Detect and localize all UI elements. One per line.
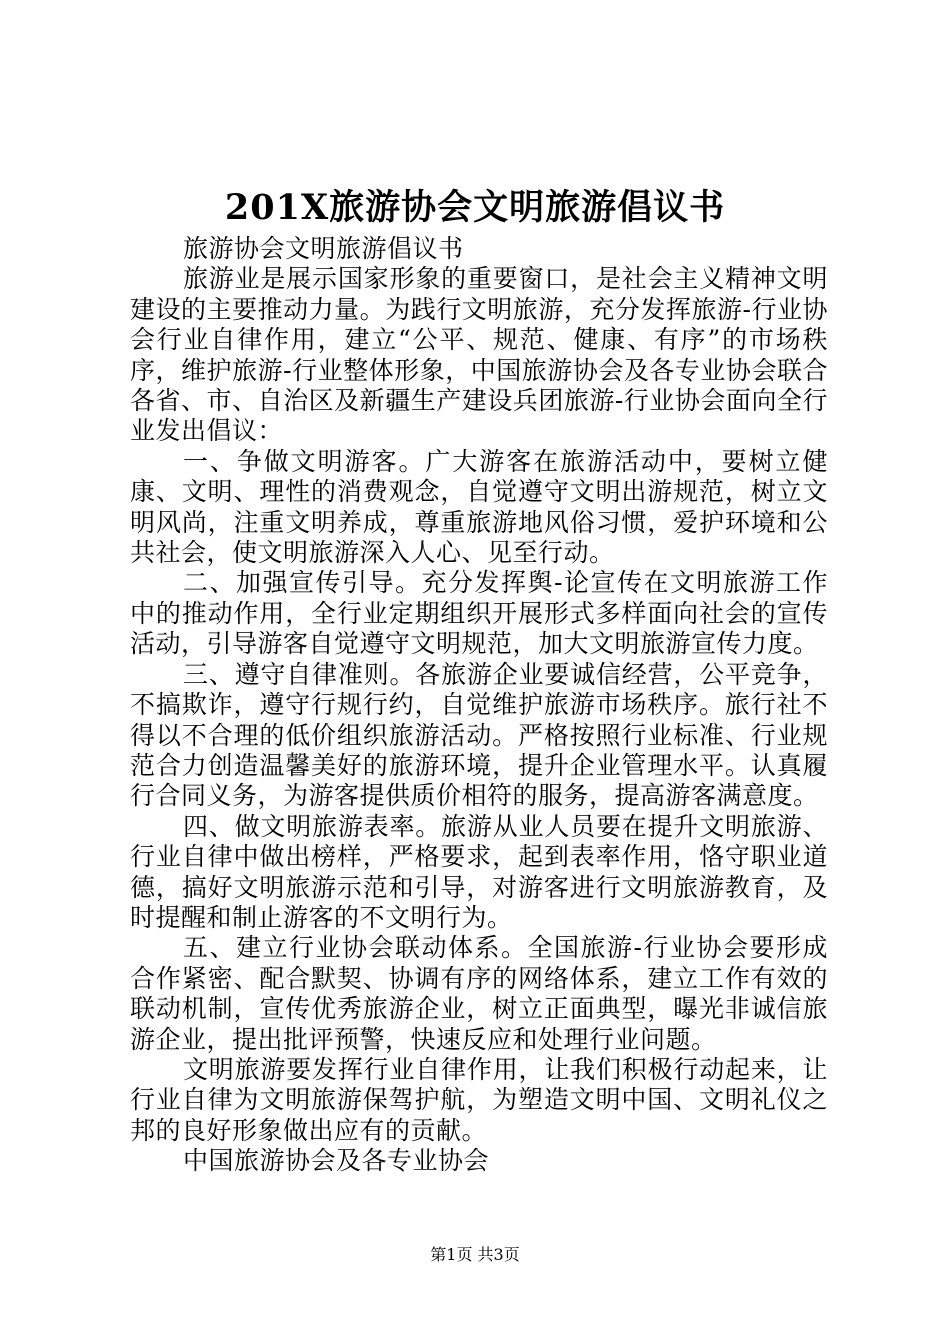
document-title: 201X旅游协会文明旅游倡议书 [224, 187, 726, 228]
paragraph-item-5: 五、建立行业协会联动体系。全国旅游-行业协会要形成合作紧密、配合默契、协调有序的网络体系，建立工作有效的联动机制，宣传优秀旅游企业，树立正面典型，曝光非诚信旅游企业，提出批评预警，快速反应和处理行业问题。 [130, 933, 828, 1054]
paragraph-item-1: 一、争做文明游客。广大游客在旅游活动中，要树立健康、文明、理性的消费观念，自觉遵守文明出游规范，树立文明风尚，注重文明养成，尊重旅游地风俗习惯，爱护环境和公共社会，使文明旅游深入人心、见至行动。 [130, 446, 828, 568]
paragraph-item-4: 四、做文明旅游表率。旅游从业人员要在提升文明旅游、行业自律中做出榜样，严格要求，起到表率作用，恪守职业道德，搞好文明旅游示范和引导，对游客进行文明旅游教育，及时提醒和制止游客的不文明行为。 [130, 811, 828, 932]
paragraph-subtitle: 旅游协会文明旅游倡议书 [183, 234, 464, 263]
paragraph-closing: 文明旅游要发挥行业自律作用，让我们积极行动起来，让行业自律为文明旅游保驾护航，为塑造文明中国、文明礼仪之邦的良好形象做出应有的贡献。 [130, 1054, 828, 1145]
paragraph-item-3: 三、遵守自律准则。各旅游企业要诚信经营，公平竞争，不搞欺诈，遵守行规行约，自觉维护旅游市场秩序。旅行社不得以不合理的低价组织旅游活动。严格按照行业标准、行业规范合力创造温馨美好的旅游环境，提升企业管理水平。认真履行合同义务，为游客提供质价相符的服务，提高游客满意度。 [130, 659, 828, 811]
paragraph-signature: 中国旅游协会及各专业协会 [183, 1146, 490, 1176]
paragraph-item-2: 二、加强宣传引导。充分发挥舆-论宣传在文明旅游工作中的推动作用，全行业定期组织开展形式多样面向社会的宣传活动，引导游客自觉遵守文明规范，加大文明旅游宣传力度。 [130, 568, 828, 659]
document-body [130, 234, 828, 1177]
paragraph-intro: 旅游业是展示国家形象的重要窗口，是社会主义精神文明建设的主要推动力量。为践行文明旅游，充分发挥旅游-行业协会行业自律作用，建立“公平、规范、健康、有序”的市场秩序，维护旅游-行业整体形象，中国旅游协会及各专业协会联合各省、市、自治区及新疆生产建设兵团旅游-行业协会面向全行业发出倡议： [130, 264, 828, 446]
page-number-footer: 第1页 共3页 [430, 1245, 520, 1264]
